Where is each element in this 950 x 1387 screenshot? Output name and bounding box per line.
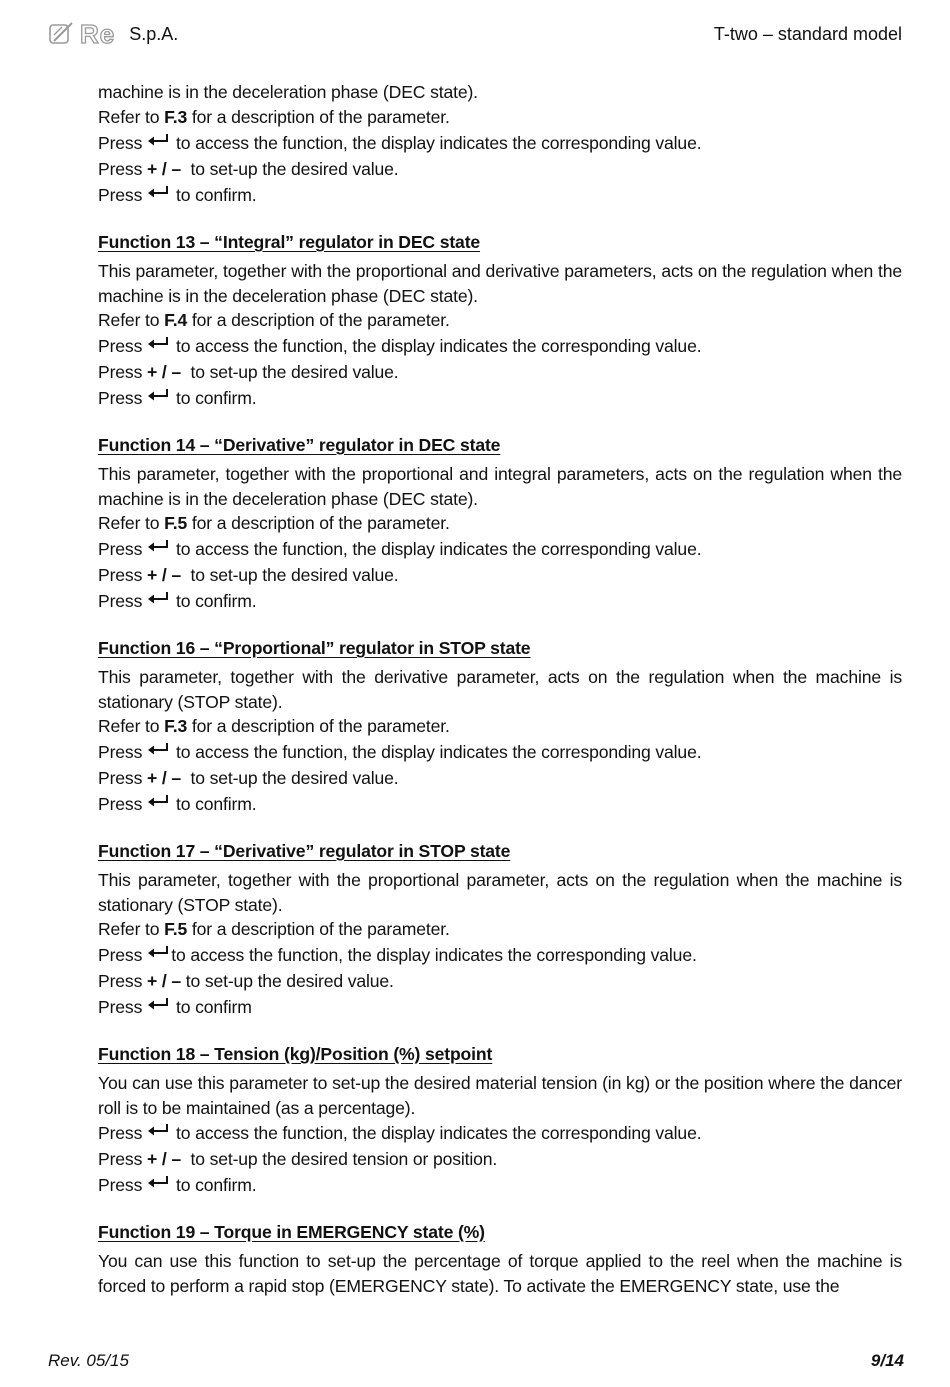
page-footer	[48, 1351, 904, 1371]
page-header	[48, 20, 902, 48]
refer-line	[98, 917, 902, 942]
instruction-line	[98, 360, 902, 385]
plus-minus-keys: + / –	[146, 1149, 181, 1169]
press-text: Press	[98, 388, 143, 408]
access-text: to access the function, the display indicates the corresponding value.	[175, 539, 702, 559]
refer-text: for a description of the parameter.	[187, 310, 450, 330]
function-19-heading: Function 19 – Torque in EMERGENCY state (%)	[98, 1222, 485, 1242]
instruction-line	[98, 385, 902, 412]
enter-key-icon	[147, 383, 169, 410]
plus-minus-keys: + / –	[146, 362, 181, 382]
refer-text: Refer to	[98, 919, 165, 939]
refer-line	[98, 308, 902, 333]
refer-ref: F.3	[164, 107, 188, 127]
refer-text: for a description of the parameter.	[187, 919, 450, 939]
page-content	[98, 80, 902, 1298]
refer-ref: F.5	[164, 513, 188, 533]
access-text: to access the function, the display indicates the corresponding value.	[175, 133, 702, 153]
function-14-heading: Function 14 – “Derivative” regulator in DEC state	[98, 435, 501, 455]
access-text: to access the function, the display indicates the corresponding value.	[175, 336, 702, 356]
refer-text: Refer to	[98, 716, 165, 736]
enter-key-icon	[147, 992, 169, 1019]
press-text: Press	[98, 768, 143, 788]
refer-line	[98, 511, 902, 536]
instruction-line	[98, 766, 902, 791]
enter-key-icon	[147, 586, 169, 613]
press-text: Press	[98, 1149, 143, 1169]
instruction-line	[98, 969, 902, 994]
confirm-text: to confirm.	[175, 388, 257, 408]
press-text: Press	[98, 591, 143, 611]
instruction-line	[98, 1147, 902, 1172]
function-17-description: This parameter, together with the proportional parameter, acts on the regulation when the machine is stationary (STOP state).	[98, 870, 902, 915]
access-text: to access the function, the display indicates the corresponding value.	[175, 742, 702, 762]
instruction-line	[98, 130, 902, 157]
press-text: Press	[98, 1175, 143, 1195]
re-logo-icon	[48, 22, 74, 46]
instruction-line	[98, 588, 902, 615]
refer-ref: F.5	[164, 919, 188, 939]
enter-key-icon	[147, 789, 169, 816]
press-text: Press	[98, 945, 143, 965]
press-text: Press	[98, 794, 143, 814]
plus-minus-keys: + / –	[146, 971, 181, 991]
press-text: Press	[98, 362, 143, 382]
enter-key-icon	[147, 1118, 169, 1145]
press-text: Press	[98, 539, 143, 559]
press-text: Press	[98, 565, 143, 585]
instruction-line	[98, 1120, 902, 1147]
press-text: Press	[98, 971, 143, 991]
access-text: to access the function, the display indicates the corresponding value.	[175, 1123, 702, 1143]
enter-key-icon	[147, 940, 169, 967]
enter-key-icon	[147, 534, 169, 561]
function-16-heading: Function 16 – “Proportional” regulator in STOP state	[98, 638, 531, 658]
enter-key-icon	[147, 331, 169, 358]
function-13-description: This parameter, together with the proportional and derivative parameters, acts on the regulation when the machine is in the deceleration phase (DEC state).	[98, 261, 902, 306]
brand	[48, 21, 178, 47]
confirm-text: to confirm.	[175, 185, 257, 205]
refer-text: Refer to	[98, 107, 165, 127]
function-16-description: This parameter, together with the derivative parameter, acts on the regulation when the machine is stationary (STOP state).	[98, 667, 902, 712]
enter-key-icon	[147, 180, 169, 207]
plus-minus-keys: + / –	[146, 159, 181, 179]
instruction-line	[98, 1172, 902, 1199]
setup-text: to set-up the desired value.	[185, 971, 394, 991]
setup-text: to set-up the desired value.	[190, 768, 399, 788]
press-text: Press	[98, 997, 143, 1017]
refer-ref: F.4	[164, 310, 188, 330]
refer-text: for a description of the parameter.	[187, 716, 450, 736]
refer-line	[98, 105, 902, 130]
press-text: Press	[98, 336, 143, 356]
press-text: Press	[98, 185, 143, 205]
press-text: Press	[98, 1123, 143, 1143]
refer-text: for a description of the parameter.	[187, 513, 450, 533]
refer-ref: F.3	[164, 716, 188, 736]
setup-text: to set-up the desired tension or position.	[190, 1149, 498, 1169]
refer-text: Refer to	[98, 310, 165, 330]
plus-minus-keys: + / –	[146, 768, 181, 788]
instruction-line	[98, 994, 902, 1021]
instruction-line	[98, 182, 902, 209]
function-14-description: This parameter, together with the proportional and integral parameters, acts on the regulation when the machine is in the deceleration phase (DEC state).	[98, 464, 902, 509]
company-name: S.p.A.	[129, 23, 179, 44]
refer-line	[98, 714, 902, 739]
press-text: Press	[98, 133, 143, 153]
document-model: T-two – standard model	[713, 23, 902, 44]
function-13-heading: Function 13 – “Integral” regulator in DEC state	[98, 232, 481, 252]
confirm-text: to confirm	[175, 997, 252, 1017]
refer-text: Refer to	[98, 513, 165, 533]
intro-line: machine is in the deceleration phase (DEC state).	[98, 82, 478, 102]
enter-key-icon	[147, 128, 169, 155]
instruction-line	[98, 333, 902, 360]
refer-text: for a description of the parameter.	[187, 107, 450, 127]
revision-label: Rev. 05/15	[48, 1351, 129, 1370]
function-19-description: You can use this function to set-up the percentage of torque applied to the reel when the machine is forced to perform a rapid stop (EMERGENCY state). To activate the EMERGENCY state, use the	[98, 1251, 902, 1296]
setup-text: to set-up the desired value.	[190, 159, 399, 179]
logo-text: Re	[80, 19, 116, 49]
instruction-line	[98, 157, 902, 182]
function-18-heading: Function 18 – Tension (kg)/Position (%) setpoint	[98, 1044, 493, 1064]
function-18-description: You can use this parameter to set-up the desired material tension (in kg) or the position where the dancer roll is to be maintained (as a percentage).	[98, 1073, 902, 1118]
function-17-heading: Function 17 – “Derivative” regulator in STOP state	[98, 841, 511, 861]
instruction-line	[98, 942, 902, 969]
confirm-text: to confirm.	[175, 591, 257, 611]
instruction-line	[98, 563, 902, 588]
setup-text: to set-up the desired value.	[190, 362, 399, 382]
plus-minus-keys: + / –	[146, 565, 181, 585]
instruction-line	[98, 536, 902, 563]
enter-key-icon	[147, 1170, 169, 1197]
access-text: to access the function, the display indicates the corresponding value.	[171, 945, 697, 965]
confirm-text: to confirm.	[175, 794, 257, 814]
confirm-text: to confirm.	[175, 1175, 257, 1195]
press-text: Press	[98, 159, 143, 179]
setup-text: to set-up the desired value.	[190, 565, 399, 585]
enter-key-icon	[147, 737, 169, 764]
page-number: 9/14	[870, 1351, 904, 1370]
press-text: Press	[98, 742, 143, 762]
instruction-line	[98, 739, 902, 766]
instruction-line	[98, 791, 902, 818]
